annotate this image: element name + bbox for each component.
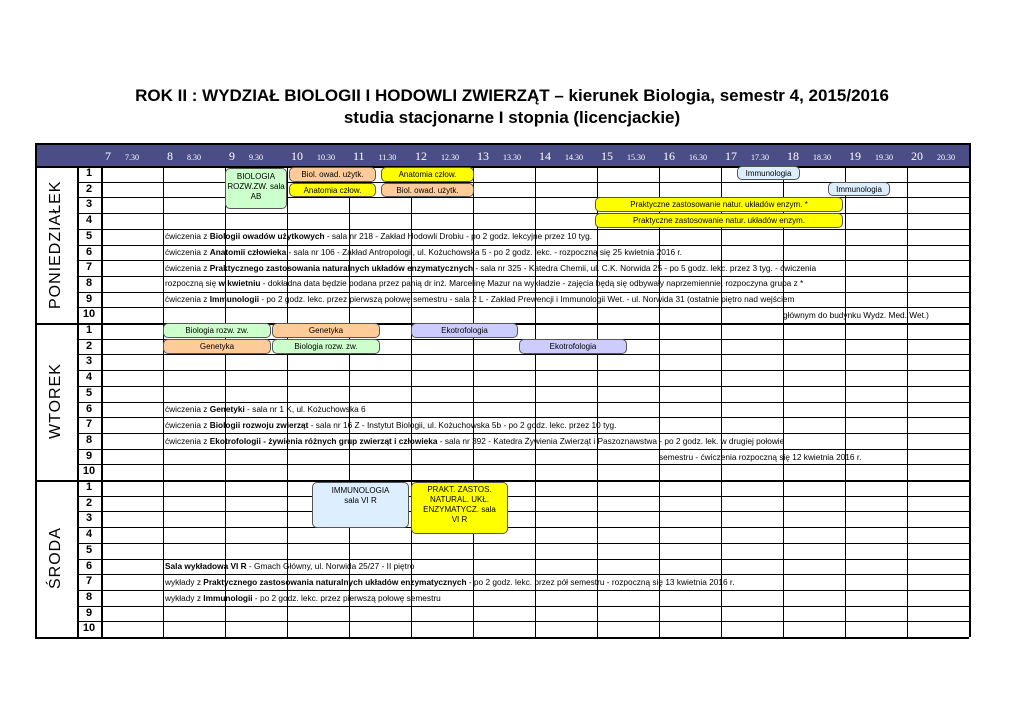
day-label-wednesday: ŚRODA [47, 527, 64, 590]
row-number: 9 [85, 606, 93, 619]
grid-hline [35, 143, 969, 145]
row-number: 3 [85, 512, 93, 525]
grid-vline [845, 166, 846, 637]
class-block-biologia-rozwoju[interactable]: BIOLOGIA ROZW.ZW. sala AB [225, 168, 287, 209]
header-hour-11: 11 11.30 [353, 149, 397, 163]
row-number: 5 [85, 543, 93, 556]
note-tue-8: ćwiczenia z Ekotrofologii - żywienia różnych grup zwierząt i człowieka - sala nr 392 - Katedra Żywienia Zwierząt i Paszoznawstwa - po 2 godz. lek. w drugiej połowie [165, 436, 785, 446]
header-hour-13: 13 13.30 [477, 149, 521, 163]
grid-hline [77, 354, 969, 355]
note-mon-6: ćwiczenia z Anatomii człowieka - sala nr 106 - Zakład Antropologii, ul. Kożuchowska 5 - po 2 godz. lekc. - rozpoczną się 25 kwietnia 2016 r. [165, 247, 682, 257]
header-hour-8: 8 8.30 [167, 149, 201, 163]
row-number: 6 [85, 559, 93, 572]
grid-hline [77, 496, 969, 497]
row-number: 1 [85, 167, 93, 179]
header-hour-16: 16 16.30 [663, 149, 707, 163]
row-number: 2 [85, 496, 93, 509]
grid-vline [163, 166, 164, 637]
row-number: 4 [85, 371, 93, 384]
row-number: 2 [85, 182, 93, 195]
grid-hline [77, 527, 969, 528]
class-block-biol-owad-1[interactable]: Biol. owad. użytk. [289, 167, 376, 182]
note-mon-10: głównym do budynku Wydz. Med. Wet.) [783, 310, 929, 320]
row-number: 1 [85, 324, 93, 336]
grid-vline [783, 166, 784, 637]
timetable [35, 143, 969, 638]
row-number: 7 [85, 575, 93, 588]
class-block-tue-biologia-rozw-1[interactable]: Biologia rozw. zw. [163, 323, 271, 338]
row-number: 8 [85, 590, 93, 603]
note-mon-9: ćwiczenia z Immunologii - po 2 godz. lekc. przez pierwszą połowę semestru - sala 2 L - Zakład Prewencji i Immunologii Wet. - ul. Norwida 31 (ostatnie piętro nad wejściem [165, 294, 795, 304]
note-tue-9: semestru - ćwiczenia rozpoczną się 12 kwietnia 2016 r. [659, 452, 862, 462]
grid-vline [101, 166, 103, 637]
row-number: 7 [85, 261, 93, 274]
class-block-praktyczne-2[interactable]: Praktyczne zastosowanie natur. układów enzym. [595, 213, 843, 228]
row-number: 6 [85, 245, 93, 258]
class-block-wed-praktyczne[interactable]: PRAKT. ZASTOS. NATURAL. UKŁ. ENZYMATYCZ. sala VI R [411, 482, 508, 534]
grid-hline [77, 543, 969, 544]
header-hour-7: 7 7.30 [105, 149, 139, 163]
note-tue-7: ćwiczenia z Biologii rozwoju zwierząt - sala nr 16 Z - Instytut Biologii, ul. Kożuchowska 5b - po 2 godz. lekc. przez 10 tyg. [165, 420, 617, 430]
grid-hline [77, 511, 969, 512]
class-block-tue-ekotrofologia-2[interactable]: Ekotrofologia [519, 339, 627, 354]
row-number: 4 [85, 214, 93, 227]
header-hour-9: 9 9.30 [229, 149, 263, 163]
class-block-praktyczne-1[interactable]: Praktyczne zastosowanie natur. układów enzym. * [595, 197, 843, 212]
header-hour-10: 10 10.30 [291, 149, 335, 163]
header-hour-15: 15 15.30 [601, 149, 645, 163]
class-block-anatomia-1[interactable]: Anatomia człow. [381, 167, 474, 182]
row-number: 8 [85, 433, 93, 446]
day-label-monday: PONIEDZIAŁEK [47, 180, 64, 309]
class-block-immunologia-2[interactable]: Immunologia [828, 182, 890, 196]
page-subtitle: studia stacjonarne I stopnia (licencjackie) [343, 108, 681, 127]
grid-hline [77, 386, 969, 387]
row-number: 1 [85, 481, 93, 493]
header-hour-18: 18 18.30 [787, 149, 831, 163]
row-number: 8 [85, 276, 93, 289]
note-wed-8: wykłady z Immunologii - po 2 godz. lekc. przez pierwszą połowę semestru [165, 593, 441, 603]
day-label-tuesday: WTOREK [47, 363, 64, 440]
header-hour-20: 20 20.30 [911, 149, 955, 163]
header-hour-14: 14 14.30 [539, 149, 583, 163]
grid-vline [969, 143, 971, 637]
row-number: 10 [82, 465, 96, 478]
grid-hline [77, 621, 969, 622]
grid-vline [907, 166, 908, 637]
grid-vline [35, 143, 37, 637]
row-number: 6 [85, 402, 93, 415]
row-number: 3 [85, 355, 93, 368]
header-hour-19: 19 19.30 [849, 149, 893, 163]
grid-hline [35, 166, 969, 168]
timetable-header [35, 143, 969, 166]
class-block-wed-immunologia[interactable]: IMMUNOLOGIA sala VI R [312, 482, 409, 528]
class-block-biol-owad-2[interactable]: Biol. owad. użytk. [381, 183, 474, 197]
row-number: 9 [85, 449, 93, 462]
note-mon-8: rozpoczną się w kwietniu - dokładna data będzie podana przez panią dr inż. Marcelinę Mazur na wykładzie - zajęcia będą się odbywały naprzemiennie, rozpoczyna grupa z * [165, 278, 804, 288]
row-number: 5 [85, 386, 93, 399]
row-number: 5 [85, 229, 93, 242]
note-wed-7: wykłady z Praktycznego zastosowania naturalnych układów enzymatycznych - po 2 godz. lekc. przez pół semestru - rozpoczną się 13 kwietnia 2016 r. [165, 577, 735, 587]
grid-hline [77, 370, 969, 371]
class-block-tue-ekotrofologia-1[interactable]: Ekotrofologia [411, 323, 518, 338]
row-number: 9 [85, 292, 93, 305]
note-mon-7: ćwiczenia z Praktycznego zastosowania naturalnych układów enzymatycznych - sala nr 325 - Katedra Chemii, ul. C.K. Norwida 25 - po 5 godz. lekc. przez 3 tyg. - ćwiczenia [165, 263, 817, 273]
row-number: 10 [82, 308, 96, 321]
class-block-tue-genetyka-1[interactable]: Genetyka [272, 323, 380, 338]
grid-vline [659, 166, 660, 637]
class-block-tue-genetyka-2[interactable]: Genetyka [163, 339, 271, 354]
header-hour-12: 12 12.30 [415, 149, 459, 163]
class-block-immunologia-1[interactable]: Immunologia [737, 166, 800, 180]
row-number: 2 [85, 339, 93, 352]
row-number: 4 [85, 528, 93, 541]
note-tue-6: ćwiczenia z Genetyki - sala nr 1 K, ul. Kożuchowska 6 [165, 404, 366, 414]
grid-vline [721, 166, 722, 637]
row-number: 7 [85, 418, 93, 431]
row-number: 3 [85, 198, 93, 211]
note-mon-5: ćwiczenia z Biologii owadów użytkowych - sala nr 218 - Zakład Hodowli Drobiu - po 2 godz. lekcyjne przez 10 tyg. [165, 231, 592, 241]
class-block-tue-biologia-rozw-2[interactable]: Biologia rozw. zw. [272, 339, 380, 354]
class-block-anatomia-2[interactable]: Anatomia człow. [289, 183, 376, 197]
grid-hline [35, 637, 969, 639]
grid-vline [597, 166, 598, 637]
note-wed-6: Sala wykładowa VI R - Gmach Główny, ul. Norwida 25/27 - II piętro [165, 561, 415, 571]
header-hour-17: 17 17.30 [725, 149, 769, 163]
page-title: ROK II : WYDZIAŁ BIOLOGII I HODOWLI ZWIERZĄT – kierunek Biologia, semestr 4, 2015/2016 [135, 86, 889, 105]
row-number: 10 [82, 622, 96, 635]
